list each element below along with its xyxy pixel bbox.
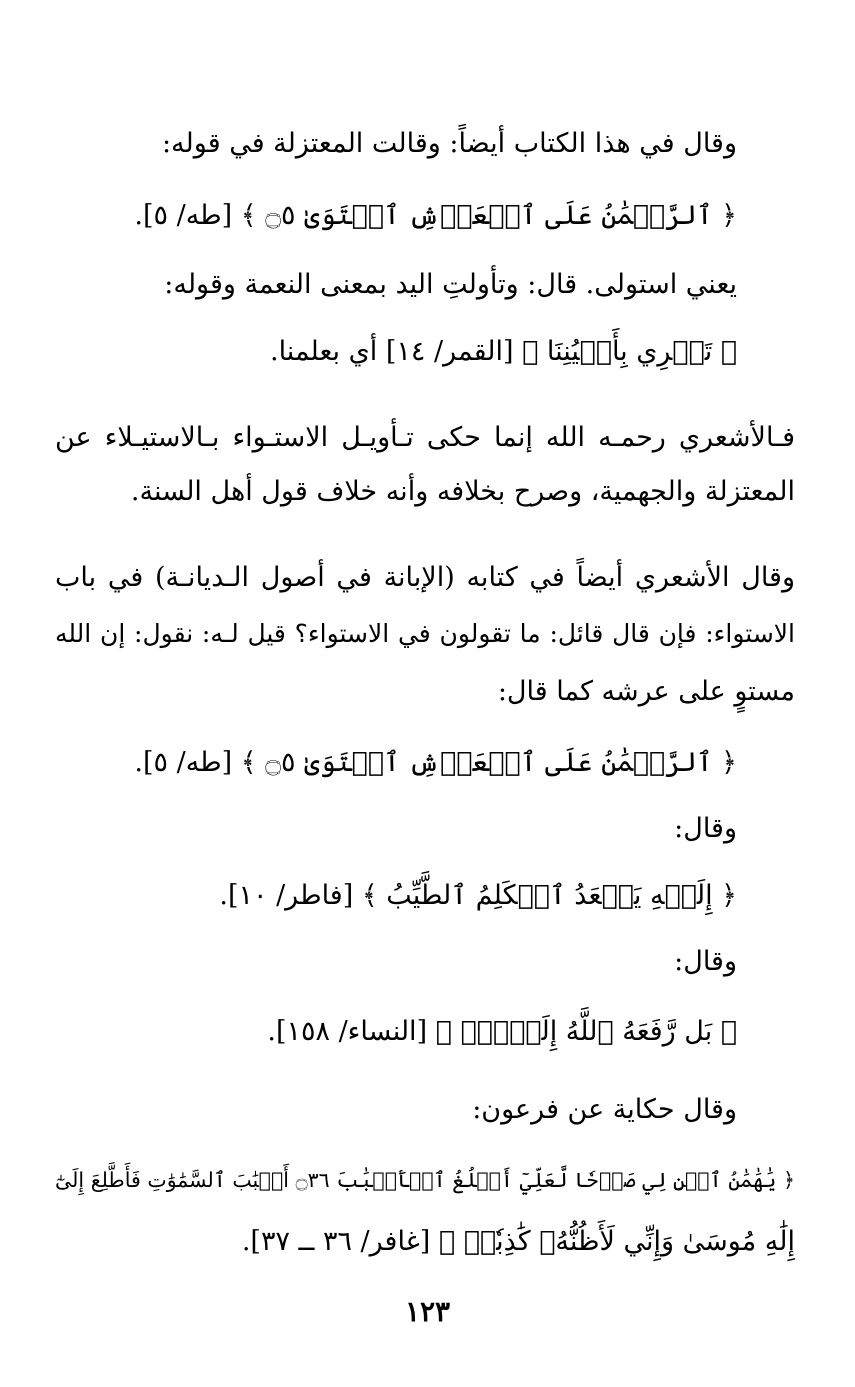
paragraph-3-line-3: مستوٍ على عرشه كما قال: (497, 676, 795, 707)
text-line-1: وقال في هذا الكتاب أيضاً: وقالت المعتزلة في قوله: (161, 128, 737, 159)
text-line-qala-1: وقال: (674, 813, 737, 844)
quran-verse-ghafir-37: إِلَٰهِ مُوسَىٰ وَإِنِّي لَأَظُنُّهُۥ كَٰذِبٗاۚ ﴾ [غافر/ ٣٦ ــ ٣٧]. (241, 1226, 795, 1257)
quran-verse-nisa-158: ﴿ بَل رَّفَعَهُ ٱللَّهُ إِلَيۡهِۚ ﴾ [النساء/ ١٥٨]. (267, 1016, 737, 1047)
quran-verse-taha-5: ﴿ ٱلرَّحۡمَٰنُ عَلَى ٱلۡعَرۡشِ ٱسۡتَوَىٰ ۝٥ ﴾ [طه/ ٥]. (134, 200, 737, 231)
quran-verse-taha-5-repeat: ﴿ ٱلرَّحۡمَٰنُ عَلَى ٱلۡعَرۡشِ ٱسۡتَوَىٰ ۝٥ ﴾ [طه/ ٥]. (134, 747, 737, 778)
paragraph-3-line-2: الاستواء: فإن قال قائل: ما تقولون في الاستواء؟ قيل لـه: نقول: إن الله (55, 619, 795, 648)
paragraph-2-line-2: المعتزلة والجهمية، وصرح بخلافه وأنه خلاف قول أهل السنة. (130, 476, 795, 507)
paragraph-3-line-1: وقال الأشعري أيضاً في كتابه (الإبانة في أصول الـديانـة) في باب (55, 562, 795, 593)
quran-verse-fatir-10: ﴿ إِلَيۡهِ يَصۡعَدُ ٱلۡكَلِمُ ٱلطَّيِّبُ ﴾ [فاطر/ ١٠]. (219, 880, 737, 911)
page-number: ١٢٣ (404, 1295, 451, 1328)
text-line-3: يعني استولى. قال: وتأولتِ اليد بمعنى النعمة وقوله: (164, 269, 737, 300)
quran-verse-ghafir-36: ﴿ يَٰهَٰمَٰنُ ٱبۡنِ لِي صَرۡحٗا لَّعَلِّيٓ أَبۡلُغُ ٱلۡأَسۡبَٰبَ ۝٣٦ أَسۡبَٰبَ ٱلسَّمَٰوَٰتِ فَأَطَّلِعَ إِلَىٰٓ (55, 1168, 795, 1192)
text-line-pharaoh: وقال حكاية عن فرعون: (472, 1094, 737, 1125)
text-line-qala-2: وقال: (674, 946, 737, 977)
quran-verse-qamar-14: ﴿ تَجۡرِي بِأَعۡيُنِنَا ﴾ [القمر/ ١٤] أي بعلمنا. (269, 336, 737, 367)
paragraph-2-line-1: فـالأشعري رحمـه الله إنما حكى تـأويـل الاستـواء بـالاستيـلاء عن (55, 422, 795, 453)
